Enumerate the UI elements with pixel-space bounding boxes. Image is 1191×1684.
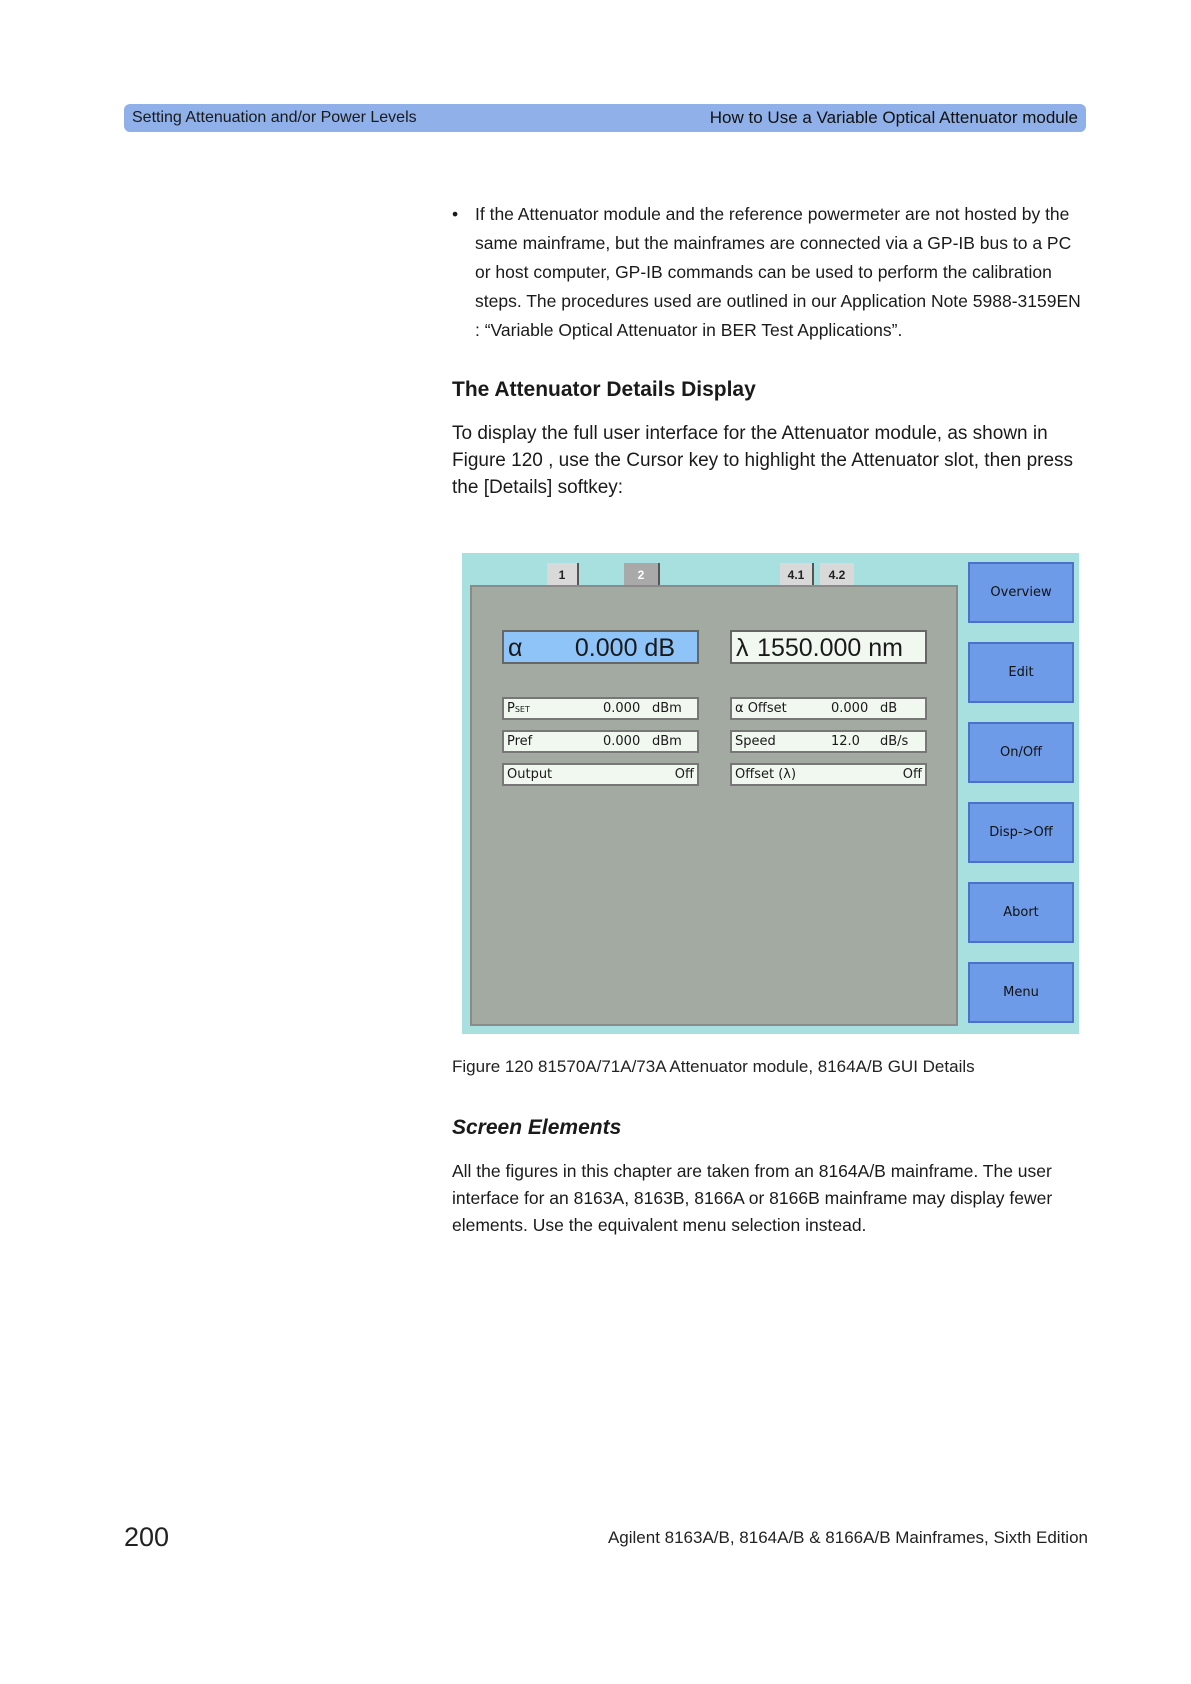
section-paragraph-screen-elements: All the figures in this chapter are taken from an 8164A/B mainframe. The user interface for an 8163A, 8163B, 8166A or 8166B mainframe may display fewer elements. Use the equivalent menu selection instead. [452, 1161, 1053, 1235]
offset-lambda-label: Offset (λ) [735, 767, 797, 782]
speed-value: 12.0 [831, 734, 860, 749]
alpha-offset-field[interactable] [730, 697, 927, 720]
section-paragraph-details: To display the full user interface for the Attenuator module, as shown in Figure 120 , use the Cursor key to highlight the Attenuator slot, then press the [Details] softkey: [452, 423, 1074, 498]
figure-caption: Figure 120 81570A/71A/73A Attenuator module, 8164A/B GUI Details [452, 1057, 975, 1076]
alpha-symbol: α [508, 634, 523, 662]
pset-unit: dBm [652, 701, 682, 716]
slot-tab-1[interactable]: 1 [547, 563, 579, 585]
slot-tab-4-2[interactable]: 4.2 [820, 563, 854, 585]
page-number: 200 [124, 1522, 170, 1552]
bullet-text: If the Attenuator module and the reference powermeter are not hosted by the same mainframe, but the mainframes are connected via a GP-IB bus to a PC or host computer, GP-IB commands can be used to perform the calibration steps. The procedures used are outlined in our Application Note 5988-3159EN : “Variable Optical Attenuator in BER Test Applications”. [475, 204, 1081, 340]
offset-lambda-value: Off [902, 767, 922, 782]
alpha-offset-label: α Offset [735, 701, 787, 716]
header-chapter-title: How to Use a Variable Optical Attenuator module [709, 108, 1078, 127]
softkey-on-off[interactable]: On/Off [968, 722, 1074, 783]
slot-tab-4-1[interactable]: 4.1 [780, 563, 814, 585]
softkey-edit[interactable]: Edit [968, 642, 1074, 703]
offset-lambda-field[interactable] [730, 763, 927, 786]
slot-tab-2[interactable]: 2 [624, 563, 660, 585]
section-heading-details: The Attenuator Details Display [452, 378, 756, 401]
pset-field[interactable] [502, 697, 699, 720]
speed-field[interactable] [730, 730, 927, 753]
output-field[interactable] [502, 763, 699, 786]
output-label: Output [507, 767, 553, 782]
attenuation-display[interactable] [502, 630, 699, 664]
pref-label: Pref [507, 734, 533, 749]
wavelength-value: 1550.000 nm [757, 634, 903, 662]
speed-unit: dB/s [880, 734, 909, 749]
output-value: Off [674, 767, 694, 782]
speed-label: Speed [735, 734, 776, 749]
details-panel [470, 585, 958, 1026]
running-header [124, 104, 1086, 132]
footer-title: Agilent 8163A/B, 8164A/B & 8166A/B Mainframes, Sixth Edition [607, 1528, 1088, 1547]
pref-field[interactable] [502, 730, 699, 753]
bullet-item [452, 200, 1088, 345]
softkey-abort[interactable]: Abort [968, 882, 1074, 943]
attenuation-value: 0.000 dB [574, 634, 675, 662]
wavelength-display[interactable] [730, 630, 927, 664]
softkey-disp-off[interactable]: Disp->Off [968, 802, 1074, 863]
pref-unit: dBm [652, 734, 682, 749]
pset-value: 0.000 [603, 701, 641, 716]
softkey-menu[interactable]: Menu [968, 962, 1074, 1023]
lambda-symbol: λ [736, 634, 749, 662]
pref-value: 0.000 [603, 734, 641, 749]
section-heading-screen-elements: Screen Elements [452, 1116, 622, 1139]
figure-gui-details [462, 553, 1079, 1034]
bullet-symbol: • [452, 204, 459, 224]
softkey-overview[interactable]: Overview [968, 562, 1074, 623]
alpha-offset-unit: dB [880, 701, 898, 716]
header-section-title: Setting Attenuation and/or Power Levels [132, 109, 417, 126]
alpha-offset-value: 0.000 [831, 701, 869, 716]
pset-label: PSET [507, 701, 530, 716]
